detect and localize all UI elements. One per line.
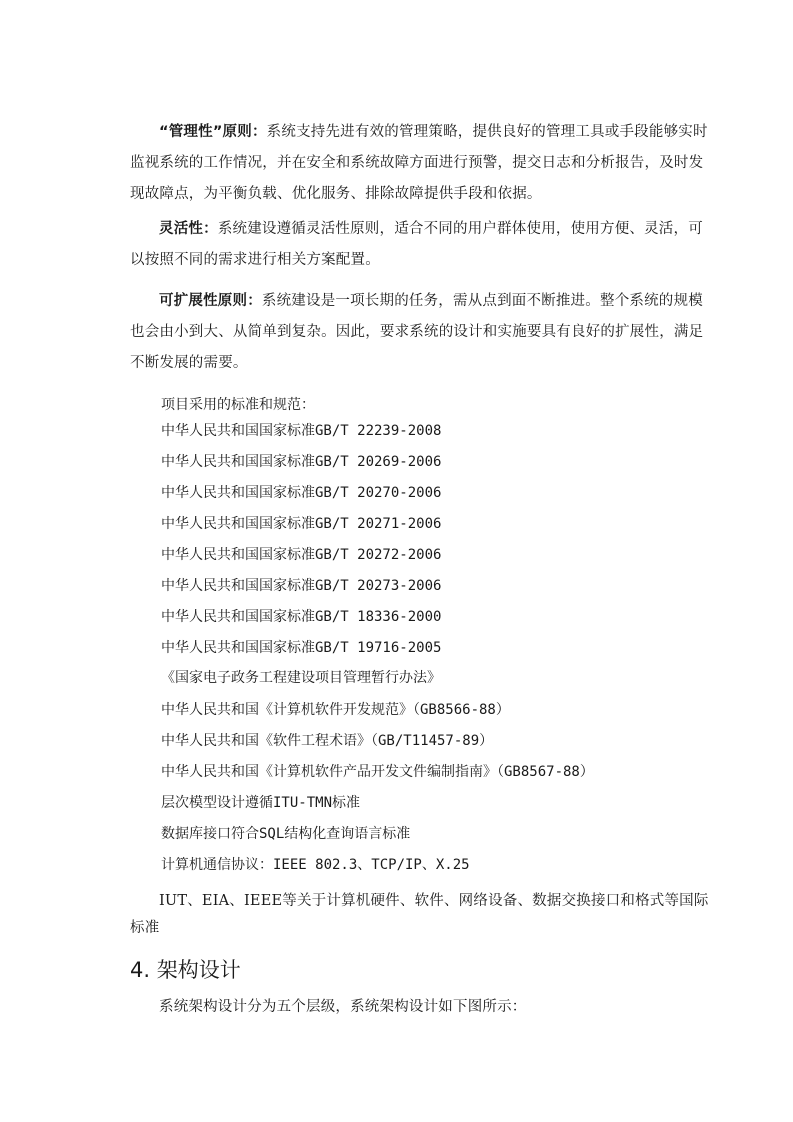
principle-flexibility [130,214,714,276]
standards-intro: 项目采用的标准和规范： [161,397,315,413]
standard-item: 中华人民共和国国家标准GB/T 19716-2005 [161,640,442,656]
principle-title: 可扩展性原则 [159,293,248,309]
standard-item: 中华人民共和国《软件工程术语》（GB/T11457-89） [161,733,494,749]
principle-sep: ： [203,221,218,237]
principle-scalability [130,286,714,379]
standard-item: 中华人民共和国国家标准GB/T 20272-2006 [161,547,442,563]
standard-item: 中华人民共和国国家标准GB/T 18336-2000 [161,609,442,625]
principle-sep: ： [251,124,267,140]
international-standards: IUT、EIA、IEEE等关于计算机硬件、软件、网络设备、数据交换接口和格式等国际标准 [130,893,709,936]
section-heading: 4. 架构设计 [130,958,241,982]
standard-item: 中华人民共和国《计算机软件产品开发文件编制指南》（GB8567-88） [161,764,594,780]
principle-text: 系统建设是一项长期的任务，需从点到面不断推进。整个系统的规模也会由小到大、从简单到复杂。因此，要求系统的设计和实施要具有良好的扩展性，满足不断发展的需要。 [130,293,704,371]
standard-item: 中华人民共和国国家标准GB/T 20271-2006 [161,516,442,532]
principle-sep: ： [247,293,262,309]
standard-item: 中华人民共和国国家标准GB/T 20270-2006 [161,485,442,501]
principle-title: 灵活性 [159,221,204,237]
standard-item: 中华人民共和国国家标准GB/T 22239-2008 [161,423,442,439]
standard-item: 计算机通信协议：IEEE 802.3、TCP/IP、X.25 [161,857,470,873]
standard-item: 层次模型设计遵循ITU-TMN标准 [161,795,361,811]
standard-item: 中华人民共和国国家标准GB/T 20273-2006 [161,578,442,594]
standard-item: 中华人民共和国国家标准GB/T 20269-2006 [161,454,442,470]
principle-management [130,117,714,210]
standard-item: 《国家电子政务工程建设项目管理暂行办法》 [161,670,441,686]
principle-text: 系统支持先进有效的管理策略，提供良好的管理工具或手段能够实时监视系统的工作情况，并在安全和系统故障方面进行预警，提交日志和分析报告，及时发现故障点，为平衡负载、优化服务、排除故障提供手段和依据。 [130,124,708,202]
standard-item: 数据库接口符合SQL结构化查询语言标准 [161,826,411,842]
principle-title: “管理性”原则 [159,124,252,140]
principle-text: 系统建设遵循灵活性原则，适合不同的用户群体使用，使用方便、灵活，可以按照不同的需求进行相关方案配置。 [130,221,703,268]
standard-item: 中华人民共和国《计算机软件开发规范》（GB8566-88） [161,702,510,718]
section-intro: 系统架构设计分为五个层级，系统架构设计如下图所示： [159,999,527,1015]
